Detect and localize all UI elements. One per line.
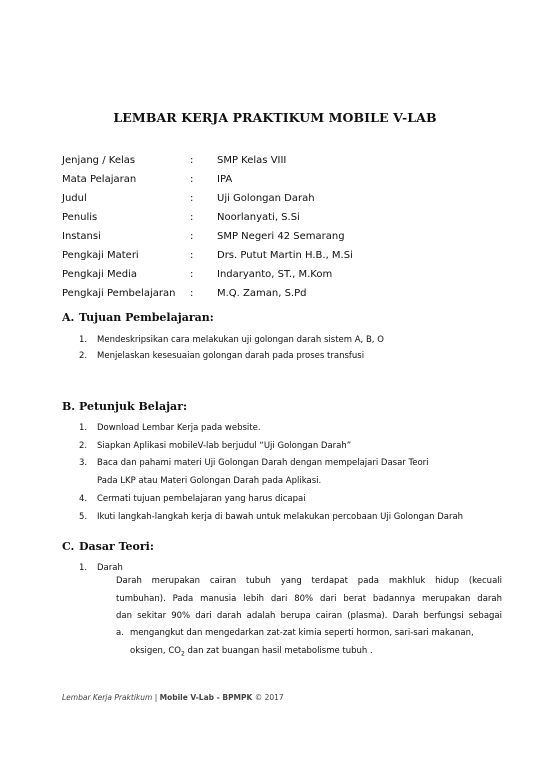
meta-label: Instansi xyxy=(62,231,101,242)
list-item xyxy=(79,438,463,456)
section-title: Dasar Teori: xyxy=(79,540,154,553)
list-item xyxy=(79,420,463,438)
list-item xyxy=(79,491,463,509)
section-heading-tujuan xyxy=(62,311,214,324)
meta-value: IPA xyxy=(217,174,233,185)
list-text: Mendeskripsikan cara melakukan uji golongan darah sistem A, B, O xyxy=(97,335,384,345)
list-item-continuation xyxy=(79,473,463,491)
footer-copyright: © 2017 xyxy=(252,693,284,702)
list-item xyxy=(79,349,384,365)
meta-value: Noorlanyati, S.Si xyxy=(217,212,300,223)
list-number: 1. xyxy=(79,423,88,433)
list-number: 1. xyxy=(79,563,88,573)
sub-list-text-pre: oksigen, CO xyxy=(130,645,181,656)
meta-separator: : xyxy=(190,174,194,185)
meta-separator: : xyxy=(190,193,194,204)
darah-function-list xyxy=(116,625,474,663)
meta-label: Judul xyxy=(62,193,87,204)
document-title: LEMBAR KERJA PRAKTIKUM MOBILE V-LAB xyxy=(113,110,437,125)
paragraph-line: tumbuhan). Pada manusia lebih dari 80% dari berat badannya merupakan darah xyxy=(116,593,502,604)
meta-value: Uji Golongan Darah xyxy=(217,193,315,204)
section-number: C. xyxy=(62,540,75,553)
list-item xyxy=(79,333,384,349)
list-text: Ikuti langkah-langkah kerja di bawah untuk melakukan percobaan Uji Golongan Darah xyxy=(97,511,464,522)
list-number: 1. xyxy=(79,335,88,345)
petunjuk-list xyxy=(79,420,463,526)
meta-value: Drs. Putut Martin H.B., M.Si xyxy=(217,250,353,261)
meta-separator: : xyxy=(190,155,194,166)
list-text: Pada LKP atau Materi Golongan Darah pada Aplikasi. xyxy=(97,476,322,487)
list-number: 4. xyxy=(79,493,88,504)
list-number: 3. xyxy=(79,458,88,469)
meta-separator: : xyxy=(190,212,194,223)
chemical-subscript: 2 xyxy=(180,650,185,658)
paragraph-line: Darah merupakan cairan tubuh yang terdapat pada makhluk hidup (kecuali xyxy=(116,576,502,586)
paragraph-line: dan sekitar 90% dari darah adalah berupa cairan (plasma). Darah berfungsi sebagai xyxy=(116,611,502,621)
tujuan-list xyxy=(79,333,384,364)
sub-list-text: mengangkut dan mengedarkan zat-zat kimia seperti hormon, sari-sari makanan, xyxy=(130,628,474,638)
meta-value: Indaryanto, ST., M.Kom xyxy=(217,269,333,280)
list-text: Siapkan Aplikasi mobileV-lab berjudul “Uji Golongan Darah” xyxy=(97,440,352,451)
page-footer xyxy=(62,693,284,702)
list-number: 2. xyxy=(79,440,88,451)
sub-list-item-continuation xyxy=(116,643,474,663)
list-item xyxy=(79,455,463,473)
sub-list-item xyxy=(116,625,474,643)
list-text: Download Lembar Kerja pada website. xyxy=(97,423,261,433)
section-number: B. xyxy=(62,400,76,413)
section-title: Petunjuk Belajar: xyxy=(79,400,188,413)
meta-separator: : xyxy=(190,269,194,280)
list-item xyxy=(79,509,463,527)
footer-document-name: Lembar Kerja Praktikum xyxy=(62,693,153,702)
meta-separator: : xyxy=(190,250,194,261)
meta-label: Pengkaji Materi xyxy=(62,250,139,261)
sub-list-letter: a. xyxy=(116,628,124,638)
meta-separator: : xyxy=(190,288,194,299)
section-title: Tujuan Pembelajaran: xyxy=(79,311,214,324)
meta-label: Penulis xyxy=(62,212,98,223)
footer-publisher: Mobile V-Lab - BPMPK xyxy=(159,693,253,702)
meta-label: Mata Pelajaran xyxy=(62,174,137,185)
meta-value: SMP Kelas VIII xyxy=(217,155,287,166)
meta-separator: : xyxy=(190,231,194,242)
list-text: Darah xyxy=(97,563,123,573)
meta-label: Pengkaji Pembelajaran xyxy=(62,288,176,299)
meta-label: Jenjang / Kelas xyxy=(62,155,136,166)
list-number: 2. xyxy=(79,350,88,361)
meta-value: M.Q. Zaman, S.Pd xyxy=(217,288,307,299)
list-text: Cermati tujuan pembelajaran yang harus dicapai xyxy=(97,493,306,504)
section-heading-petunjuk xyxy=(62,400,187,413)
meta-label: Pengkaji Media xyxy=(62,269,138,280)
list-text: Baca dan pahami materi Uji Golongan Darah dengan mempelajari Dasar Teori xyxy=(97,458,429,469)
sub-list-text-post: dan zat buangan hasil metabolisme tubuh . xyxy=(184,645,373,656)
meta-value: SMP Negeri 42 Semarang xyxy=(217,231,345,242)
section-number: A. xyxy=(62,311,75,324)
list-number: 5. xyxy=(79,511,88,522)
list-text: Menjelaskan kesesuaian golongan darah pada proses transfusi xyxy=(97,350,365,361)
section-heading-dasar-teori xyxy=(62,540,154,553)
footer-separator: | xyxy=(152,693,160,702)
darah-paragraph xyxy=(116,573,502,626)
